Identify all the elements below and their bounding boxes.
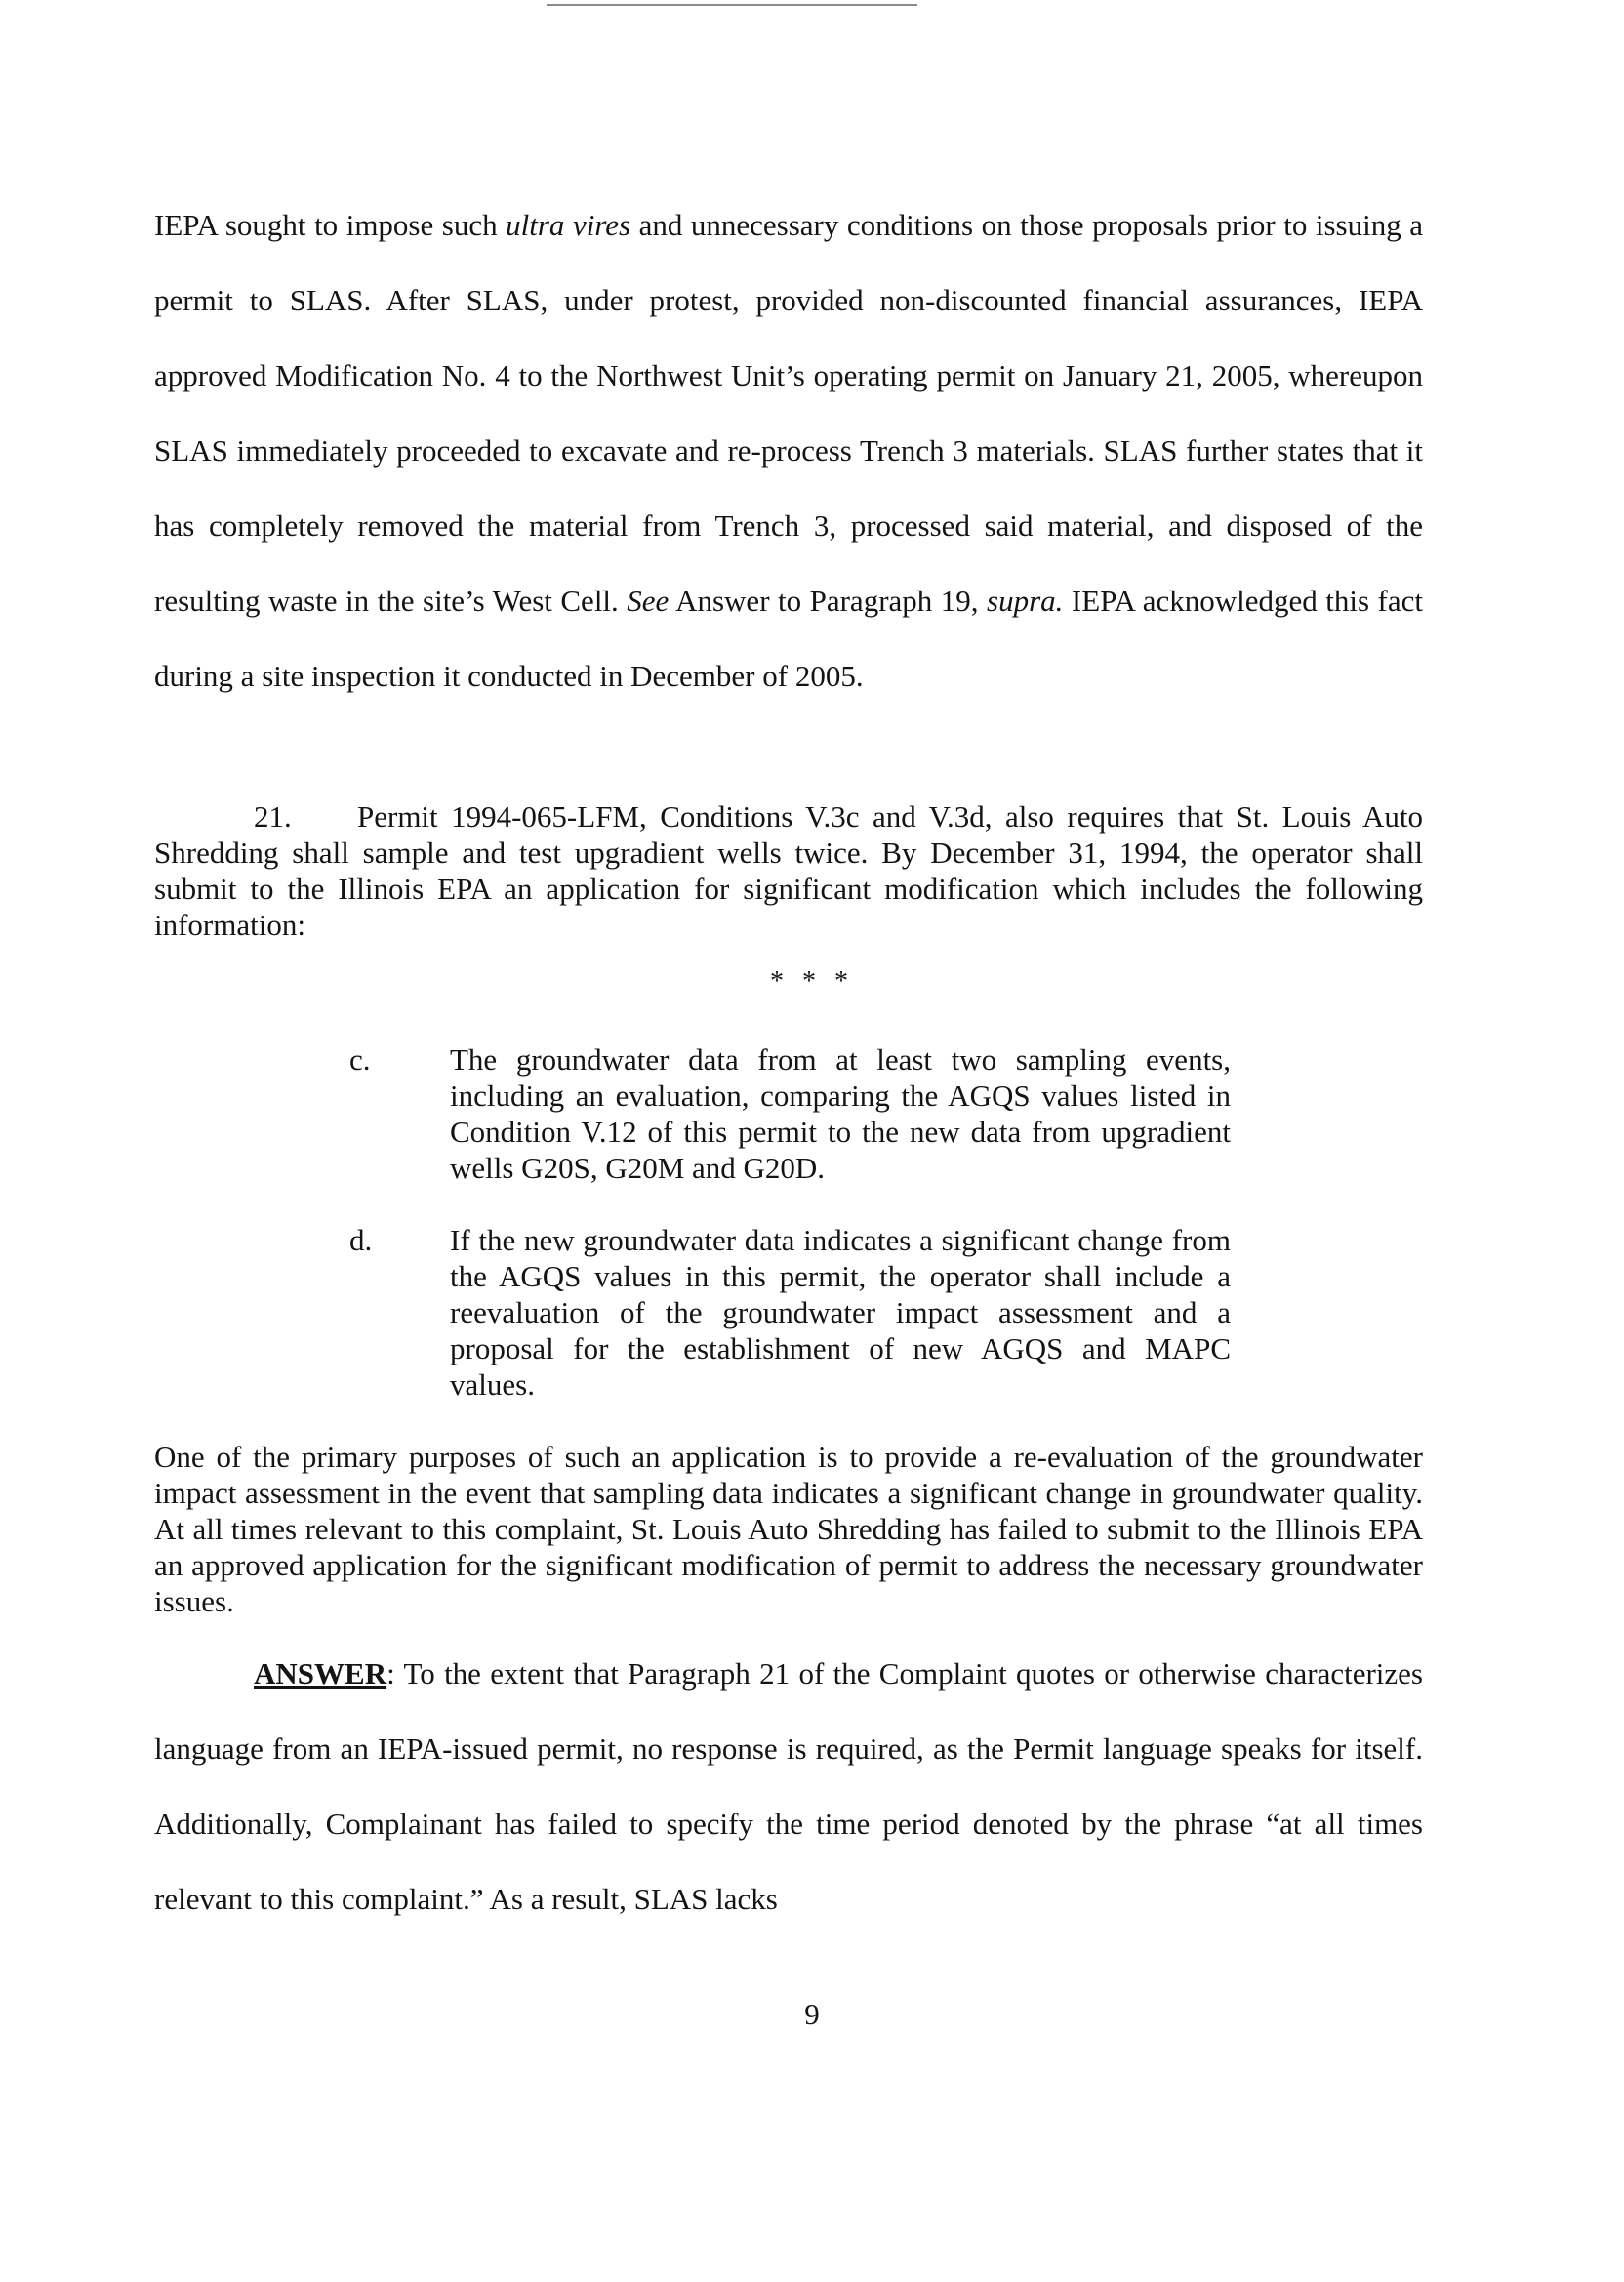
answer-label: ANSWER — [254, 1656, 387, 1691]
item-text: If the new groundwater data indicates a significant change from the AGQS values in this permit, the operator shall include a reevaluation of the groundwater impact assessment and a proposal for the establishment of new AGQS and MAPC values. — [450, 1223, 1231, 1402]
continuation-italic-see: See — [627, 584, 670, 618]
continuation-italic-supra: supra. — [987, 584, 1064, 618]
continuation-paragraph — [154, 187, 1423, 713]
item-letter: d. — [349, 1223, 373, 1257]
item-letter: c. — [349, 1042, 371, 1077]
continuation-italic-ultra-vires: ultra vires — [506, 208, 631, 242]
top-rule-divider — [547, 4, 917, 6]
continuation-text-4: IEPA acknowledged this fact during a site inspection it conducted in December of 2005. — [154, 584, 1423, 693]
paragraph-number: 21. — [254, 799, 292, 834]
answer-text: To the extent that Paragraph 21 of the Complaint quotes or otherwise characterizes language from an IEPA-issued permit, no response is required, as the Permit language speaks for itself. Additionally, Complainant has failed to specify the time period denoted by the phrase “at all times relevant to this complaint.” As a result, SLAS lacks — [154, 1656, 1423, 1916]
paragraph-21-text: Permit 1994-065-LFM, Conditions V.3c and V.3d, also requires that St. Louis Auto Shredding shall sample and test upgradient wells twice. By December 31, 1994, the operator shall submit to the Illinois EPA an application for significant modification which includes the following information: — [154, 799, 1424, 942]
complaint-closing-paragraph — [154, 1439, 1423, 1619]
continuation-text-1: IEPA sought to impose such — [154, 208, 507, 242]
page-number: 9 — [804, 1997, 820, 2031]
continuation-text-2: and unnecessary conditions on those proposals prior to issuing a permit to SLAS. After SLAS, under protest, provided non-discounted financial assurances, IEPA approved Modification No. 4 to the Northwest Unit’s operating permit on January 21, 2005, whereupon SLAS immediately proceeded to excavate and re-process Trench 3 materials. SLAS further states that it has completely removed the material from Trench 3, processed said material, and disposed of the resulting waste in the site’s West Cell. — [154, 208, 1424, 618]
answer-paragraph — [154, 1636, 1423, 1936]
complaint-paragraph-21 — [154, 798, 1423, 943]
answer-colon: : — [386, 1656, 395, 1691]
ellipsis-stars: * * * — [770, 966, 854, 997]
closing-text: One of the primary purposes of such an application is to provide a re-evaluation of the groundwater impact assessment in the event that sampling data indicates a significant change in groundwater quality. At all times relevant to this complaint, St. Louis Auto Shredding has failed to submit to the Illinois EPA an approved application for the significant modification of permit to address the necessary groundwater issues. — [154, 1440, 1423, 1618]
continuation-text-3: Answer to Paragraph 19, — [669, 584, 988, 618]
item-text: The groundwater data from at least two sampling events, including an evaluation, comparing the AGQS values listed in Condition V.12 of this permit to the new data from upgradient wells G20S, G20M and G20D. — [450, 1042, 1231, 1185]
